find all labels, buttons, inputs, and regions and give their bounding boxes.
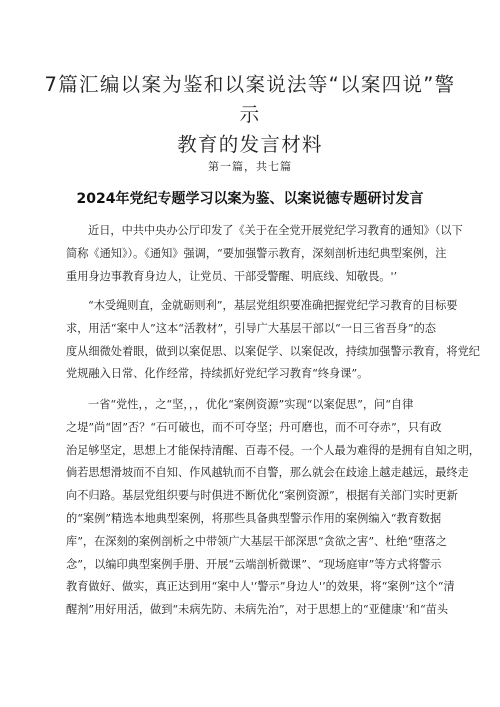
paragraph-line: 之堤”尚“固”否？“石可破也，而不可夺坚；丹可磨也，而不可夺赤”，只有政 [66, 420, 442, 434]
document-title-line-1: 7篇汇编以案为鉴和以案说法等“以案四说”警示 [44, 73, 456, 126]
paragraph-line: 教育做好、做实，真正达到用“案中人'‘警示”身边人'’的效果，将“案例”这个“清 [66, 580, 455, 594]
paragraph-line: 度从细微处着眼，做到以案促思、以案促学、以案促改，持续加强警示教育，将党纪 [66, 344, 480, 358]
paragraph-line: “木受绳则直，金就砺则利”，基层党组织要准确把握党纪学习教育的目标要 [88, 299, 458, 312]
document-title-line-2: 教育的发言材料 [177, 133, 323, 156]
paragraph-line: 近日，中共中央办公厅印发了《关于在全党开展党纪学习教育的通知》（以下 [88, 224, 463, 237]
paragraph-line: 倘若思想滑坡而不自知、作风越轨而不自警，那么就会在歧途上越走越远，最终走 [66, 466, 469, 480]
paragraph-line: 求，用活“案中人”这本“活教材”，引导广大基层干部以“一日三省吾身”的态 [66, 321, 436, 335]
paragraph-3 [66, 394, 480, 622]
document-title [40, 70, 460, 160]
paragraph-line: 一省“党性，，之“坚，，，优化“案例资源”实现“以案促思”，问“自律 [88, 398, 414, 411]
paragraph-line: 向不归路。基层党组织要与时俱进不断优化“案例资源”，根据有关部门实时更新 [66, 489, 458, 503]
paragraph-line: 简称《通知》）。《通知》强调，“要加强警示教育，深刻剖析违纪典型案例，注 [66, 246, 447, 260]
paragraph-line: 党规融入日常、化作经常，持续抓好党纪学习教育“终身课”。 [66, 367, 369, 381]
paragraph-line: 念”，以编印典型案例手册、开展“云端剖析微课”、“现场庭审”等方式将警示 [66, 557, 442, 571]
paragraph-line: 治足够坚定，思想上才能保持清醒、百毒不侵。一个人最为难得的是拥有自知之明， [66, 443, 480, 457]
paragraph-line: 库”，在深刻的案例剖析之中带领广大基层干部深思“贪欲之害”、杜绝“堕落之 [66, 534, 447, 548]
paragraph-line: 醒剂”用好用活，做到“未病先防、未病先治”，对于思想上的“亚健康'‘和“苗头 [66, 603, 449, 617]
paragraph-line: 的“案例”精选本地典型案例，将那些具备典型警示作用的案例编入“教育数据 [66, 511, 442, 525]
paragraph-2 [66, 295, 480, 386]
part-label: 第一篇，共七篇 [208, 160, 292, 173]
paragraph-line: 重用身边事教育身边人，让党员、干部受警醒、明底线、知敬畏。'’ [66, 269, 398, 283]
paragraph-1 [66, 220, 463, 288]
section-title: 2024年党纪专题学习以案为鉴、以案说德专题研讨发言 [76, 191, 424, 207]
